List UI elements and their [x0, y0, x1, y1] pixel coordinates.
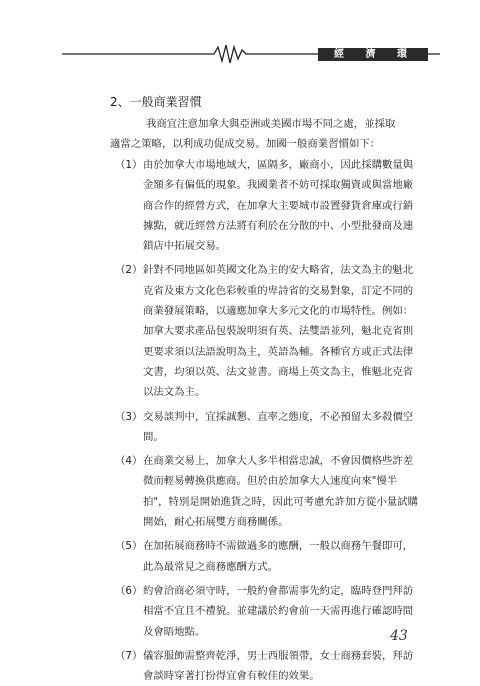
- item-number: （6）: [115, 584, 143, 597]
- item-text: 交易談判中，宜採誠懇、直率之態度，不必預留太多殺價空間。: [143, 410, 414, 443]
- item-text: 約會洽商必須守時，一般約會都需事先約定，臨時登門拜訪相當不宜且不禮貌。並建議於約會前一天需再進行確認時間及會晤地點。: [143, 584, 414, 638]
- list-item: [110, 155, 420, 256]
- item-text: 儀容服飾需整齊乾淨，男士西服領帶，女士商務套裝，拜訪會談時穿著打扮得宜會有較佳的效果。: [143, 649, 414, 683]
- page-header: [0, 38, 480, 73]
- list-item: [110, 646, 420, 686]
- item-text: 針對不同地區如英國文化為主的安大略省，法文為主的魁北克省及東方文化色彩較重的卑詩省的交易對象，訂定不同的商業發展策略，以適應加拿大多元文化的市場特性。例如：加拿大要求產品包裝說明須有英、法雙語並列，魁北克省則更要求須以法語說明為主，英語為輔。各種官方或正式法律文書，均須以英、法文並書。商場上英文為主，惟魁北克省以法文為主。: [143, 264, 414, 399]
- item-number: （1）: [115, 159, 143, 171]
- list-item: [110, 260, 420, 402]
- section-title: 2、一般商業習慣: [110, 95, 202, 109]
- list-item: [110, 407, 420, 448]
- header-section-tag: 經 濟 環 境: [318, 48, 428, 61]
- item-number: （2）: [115, 264, 143, 277]
- section-intro: 我商宜注意加拿大與亞洲或美國市場不同之處，並採取適當之策略，以利成功促成交易。加國一般商業習慣如下：: [110, 118, 396, 151]
- list-item: [110, 581, 420, 642]
- item-text: 由於加拿大市場地域大，區隔多，廠商小，因此採購數量與金額多有偏低的現象。我國業者不妨可採取獨資或與當地廠商合作的經營方式，在加拿大主要城市設置發貨倉庫或行銷據點，就近經營方法將有利於在分散的中、小型批發商及連鎖店中拓展交易。: [143, 159, 414, 253]
- item-number: （7）: [115, 649, 143, 662]
- item-text: 在商業交易上，加拿大人多半相當忠誠，不會因價格些許差微而輕易轉換供應商。但於由於加拿大人速度向來"慢半拍"，特別是開始進貨之時，因此可考慮允許加方從小量試購開始，耐心拓展雙方商務關係。: [143, 455, 418, 529]
- list-item: [110, 536, 420, 577]
- item-list: [110, 155, 420, 686]
- item-number: （4）: [115, 455, 143, 468]
- item-number: （3）: [115, 410, 143, 423]
- item-text: 在加拓展商務時不需做過多的應酬，一般以商務午餐即可，此為最常見之商務應酬方式。: [143, 540, 414, 573]
- page-number: 43: [390, 628, 408, 644]
- item-number: （5）: [115, 540, 143, 553]
- list-item: [110, 451, 420, 532]
